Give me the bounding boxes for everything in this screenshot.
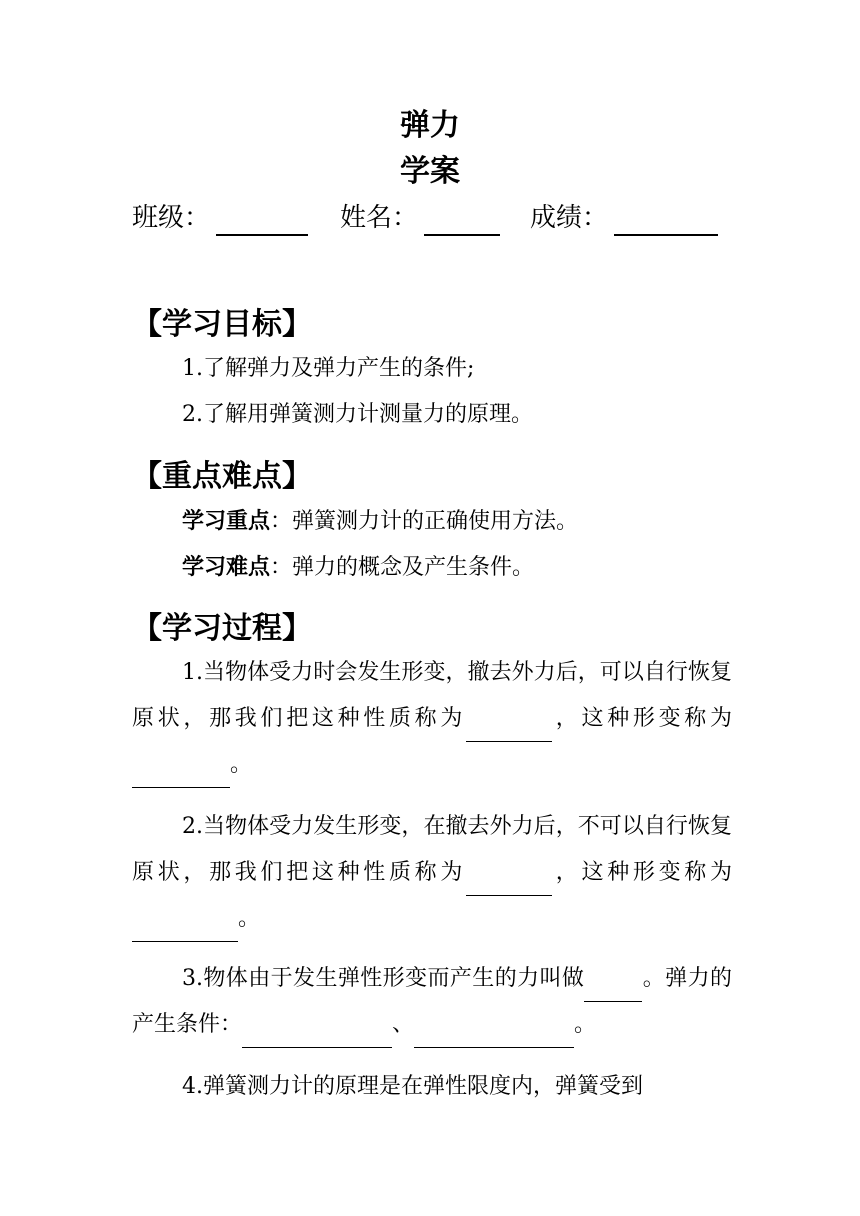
q3-text-3: 、 bbox=[392, 1012, 415, 1037]
q1-text-1: 1.当物体受力时会发生形变，撤去外力后，可以自行恢复原状，那我们把这种性质称为 bbox=[132, 660, 732, 731]
q3-blank-3[interactable] bbox=[414, 1023, 574, 1048]
page-subtitle: 学案 bbox=[400, 154, 460, 189]
objectives-heading: 【学习目标】 bbox=[132, 307, 312, 342]
score-blank[interactable] bbox=[614, 204, 718, 236]
key-points-heading: 【重点难点】 bbox=[132, 459, 312, 494]
q2-text-3: 。 bbox=[238, 906, 261, 931]
q3-blank-2[interactable] bbox=[242, 1023, 392, 1048]
name-label: 姓名： bbox=[340, 203, 419, 233]
q2-blank-2[interactable] bbox=[132, 917, 238, 942]
q1-blank-2[interactable] bbox=[132, 763, 230, 788]
q1-blank-1[interactable] bbox=[466, 717, 552, 742]
focus-text: ：弹簧测力计的正确使用方法。 bbox=[270, 509, 579, 534]
class-blank[interactable] bbox=[216, 204, 308, 236]
q4-text-1: 4.弹簧测力计的原理是在弹性限度内，弹簧受到 bbox=[182, 1074, 643, 1099]
question-3 bbox=[132, 956, 732, 1048]
q2-text-2: ，这种形变称为 bbox=[552, 860, 732, 885]
question-1 bbox=[132, 650, 732, 788]
difficulty-text: ：弹力的概念及产生条件。 bbox=[270, 555, 535, 580]
question-2 bbox=[132, 804, 732, 942]
process-heading: 【学习过程】 bbox=[132, 611, 312, 646]
score-label: 成绩： bbox=[530, 203, 609, 233]
name-field bbox=[340, 200, 500, 236]
score-field bbox=[530, 200, 718, 236]
focus-line bbox=[182, 506, 578, 537]
q3-text-2: 。弹力的产生条件： bbox=[132, 966, 732, 1037]
q3-text-4: 。 bbox=[574, 1012, 597, 1037]
class-label: 班级： bbox=[132, 203, 211, 233]
q2-blank-1[interactable] bbox=[466, 871, 552, 896]
q3-blank-1[interactable] bbox=[584, 977, 642, 1002]
objective-item-2: 2.了解用弹簧测力计测量力的原理。 bbox=[182, 402, 533, 427]
question-4 bbox=[132, 1064, 732, 1110]
difficulty-line bbox=[182, 552, 534, 583]
page-title: 弹力 bbox=[400, 108, 460, 143]
name-blank[interactable] bbox=[424, 204, 500, 236]
difficulty-label: 学习难点 bbox=[182, 554, 271, 580]
q2-text-1: 2.当物体受力发生形变，在撤去外力后，不可以自行恢复原状，那我们把这种性质称为 bbox=[132, 814, 732, 885]
objective-item-1: 1.了解弹力及弹力产生的条件; bbox=[182, 356, 475, 381]
q1-text-3: 。 bbox=[230, 752, 253, 777]
q3-text-1: 3.物体由于发生弹性形变而产生的力叫做 bbox=[182, 966, 585, 991]
class-field bbox=[132, 200, 308, 236]
q1-text-2: ，这种形变称为 bbox=[552, 706, 732, 731]
student-info-row bbox=[132, 200, 732, 240]
focus-label: 学习重点 bbox=[182, 508, 271, 534]
